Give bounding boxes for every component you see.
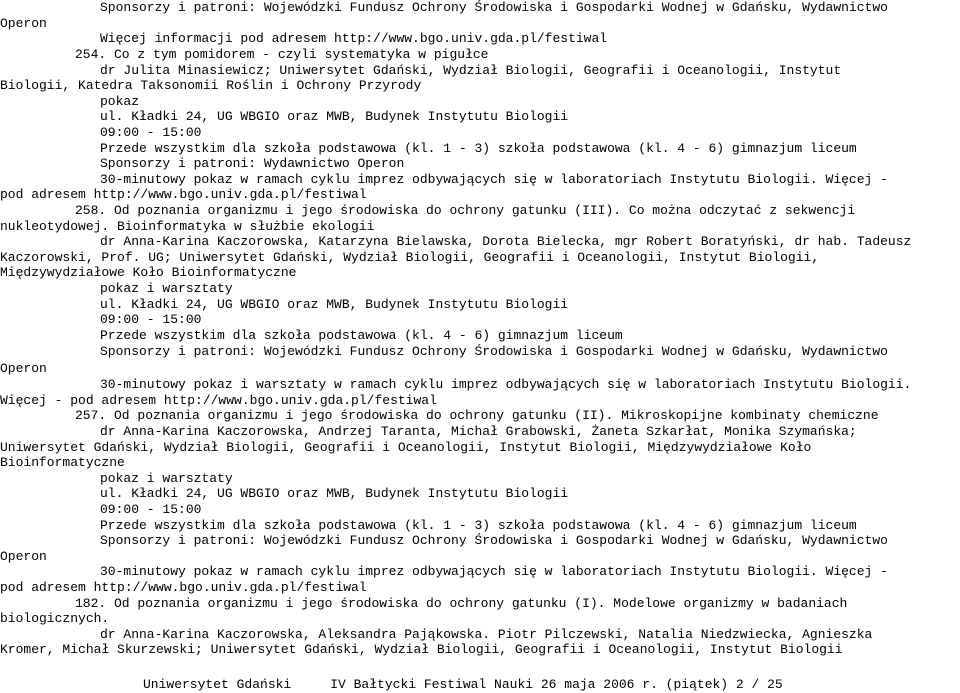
event-title: 257. Od poznania organizmu i jego środowiska do ochrony gatunku (II). Mikroskopijne kombinaty chemiczne <box>75 408 879 423</box>
text-line: biologicznych. <box>0 611 110 626</box>
text-line: nukleotydowej. Bioinformatyka w służbie ekologii <box>0 219 375 234</box>
text-line: Bioinformatyczne <box>0 455 125 470</box>
text-line: dr Anna-Karina Kaczorowska, Katarzyna Bielawska, Dorota Bielecka, mgr Robert Boratyński, dr hab. Tadeusz <box>100 234 912 249</box>
text-line: Kromer, Michał Skurzewski; Uniwersytet Gdański, Wydział Biologii, Geografii i Oceanologii, Instytut Biologii <box>0 642 843 657</box>
text-line: Sponsorzy i patroni: Wojewódzki Fundusz Ochrony Środowiska i Gospodarki Wodnej w Gdańsku, Wydawnictwo <box>100 533 888 548</box>
text-line: Sponsorzy i patroni: Wojewódzki Fundusz Ochrony Środowiska i Gospodarki Wodnej w Gdańsku, Wydawnictwo <box>100 0 888 15</box>
text-line: pod adresem http://www.bgo.univ.gda.pl/festiwal <box>0 580 367 595</box>
text-line: dr Anna-Karina Kaczorowska, Aleksandra Pająkowska. Piotr Pilczewski, Natalia Niedzwiecka, Agnieszka <box>100 627 873 642</box>
text-line: ul. Kładki 24, UG WBGIO oraz MWB, Budynek Instytutu Biologii <box>100 486 569 501</box>
event-title: 182. Od poznania organizmu i jego środowiska do ochrony gatunku (I). Modelowe organizmy w badaniach <box>75 596 848 611</box>
text-line: pod adresem http://www.bgo.univ.gda.pl/festiwal <box>0 187 367 202</box>
text-line: pokaz <box>100 94 140 109</box>
text-line: Przede wszystkim dla szkoła podstawowa (kl. 1 - 3) szkoła podstawowa (kl. 4 - 6) gimnazjum liceum <box>100 518 857 533</box>
text-line: Międzywydziałowe Koło Bioinformatyczne <box>0 265 297 280</box>
text-line: Więcej - pod adresem http://www.bgo.univ.gda.pl/festiwal <box>0 393 437 408</box>
text-line: Więcej informacji pod adresem http://www.bgo.univ.gda.pl/festiwal <box>100 31 608 46</box>
event-title: 254. Co z tym pomidorem - czyli systematyka w pigułce <box>75 47 489 62</box>
text-line: 30-minutowy pokaz i warsztaty w ramach cyklu imprez odbywających się w laboratoriach Instytutu Biologii. <box>100 377 912 392</box>
text-line: Operon <box>0 16 47 31</box>
text-line: 09:00 - 15:00 <box>100 312 202 327</box>
text-line: Sponsorzy i patroni: Wojewódzki Fundusz Ochrony Środowiska i Gospodarki Wodnej w Gdańsku, Wydawnictwo <box>100 344 888 359</box>
text-line: 30-minutowy pokaz w ramach cyklu imprez odbywających się w laboratoriach Instytutu Biologii. Więcej - <box>100 172 888 187</box>
event-title: 258. Od poznania organizmu i jego środowiska do ochrony gatunku (III). Co można odczytać z sekwencji <box>75 203 856 218</box>
text-line: dr Julita Minasiewicz; Uniwersytet Gdański, Wydział Biologii, Geografii i Oceanologii, Instytut <box>100 63 842 78</box>
text-line: Przede wszystkim dla szkoła podstawowa (kl. 4 - 6) gimnazjum liceum <box>100 328 623 343</box>
text-line: dr Anna-Karina Kaczorowska, Andrzej Taranta, Michał Grabowski, Żaneta Szkarłat, Monika Szymańska; <box>100 424 857 439</box>
text-line: Kaczorowski, Prof. UG; Uniwersytet Gdański, Wydział Biologii, Geografii i Oceanologii, Instytut Biologii, <box>0 250 820 265</box>
text-line: ul. Kładki 24, UG WBGIO oraz MWB, Budynek Instytutu Biologii <box>100 297 569 312</box>
text-line: Biologii, Katedra Taksonomii Roślin i Ochrony Przyrody <box>0 78 422 93</box>
text-line: Uniwersytet Gdański, Wydział Biologii, Geografii i Oceanologii, Instytut Biologii, Międzywydziałowe Koło <box>0 440 812 455</box>
text-line: 30-minutowy pokaz w ramach cyklu imprez odbywających się w laboratoriach Instytutu Biologii. Więcej - <box>100 564 888 579</box>
text-line: Operon <box>0 549 47 564</box>
text-line: Operon <box>0 361 47 376</box>
text-line: pokaz i warsztaty <box>100 471 233 486</box>
text-line: 09:00 - 15:00 <box>100 125 202 140</box>
text-line: ul. Kładki 24, UG WBGIO oraz MWB, Budynek Instytutu Biologii <box>100 109 569 124</box>
text-line: 09:00 - 15:00 <box>100 502 202 517</box>
text-line: Sponsorzy i patroni: Wydawnictwo Operon <box>100 156 405 171</box>
text-line: Przede wszystkim dla szkoła podstawowa (kl. 1 - 3) szkoła podstawowa (kl. 4 - 6) gimnazjum liceum <box>100 141 857 156</box>
text-line: pokaz i warsztaty <box>100 281 233 296</box>
page-footer: Uniwersytet Gdański IV Bałtycki Festiwal Nauki 26 maja 2006 r. (piątek) 2 / 25 <box>143 677 783 692</box>
